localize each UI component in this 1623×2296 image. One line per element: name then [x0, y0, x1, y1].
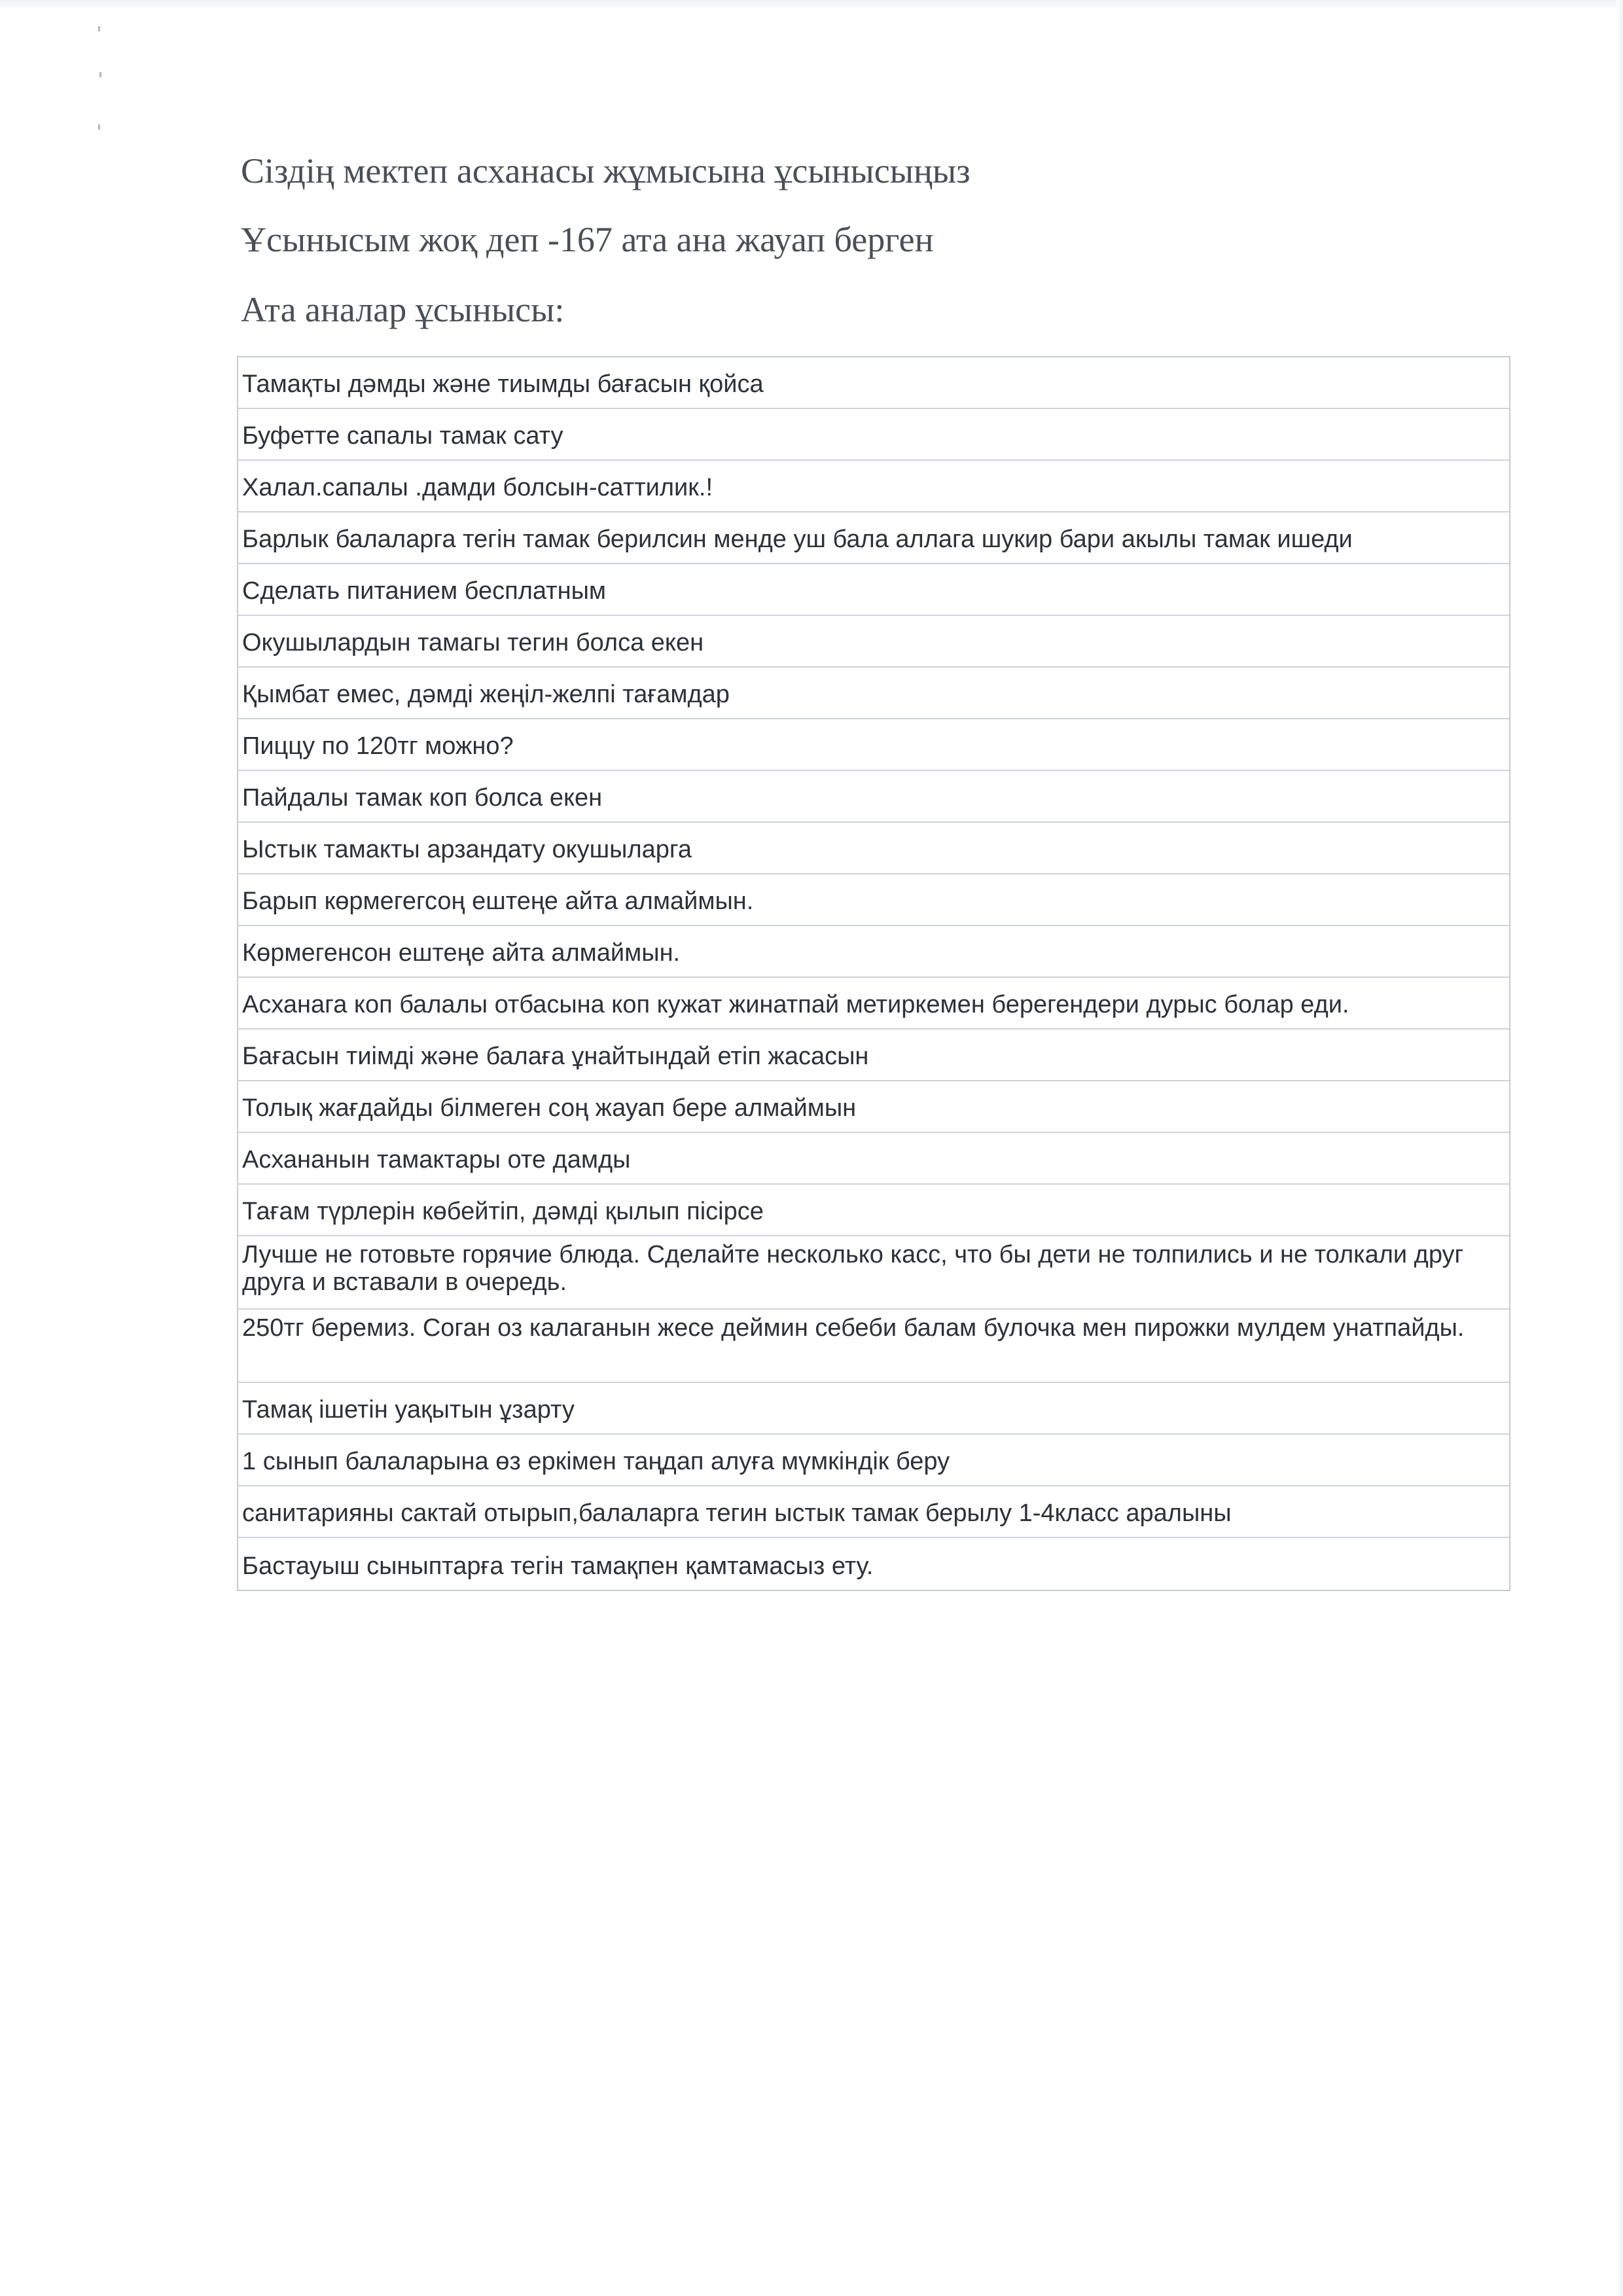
table-row [238, 461, 1509, 512]
scan-speck [98, 26, 100, 31]
suggestion-cell: Окушылардын тамагы тегин болса екен [242, 629, 704, 657]
suggestion-cell: Пиццу по 120тг можно? [242, 732, 514, 761]
suggestion-cell: Тамақ ішетін уақытын ұзарту [242, 1396, 575, 1424]
suggestion-cell: Пайдалы тамак коп болса екен [242, 784, 603, 812]
table-row [238, 874, 1509, 926]
suggestion-cell: Сделать питанием бесплатным [242, 577, 607, 605]
suggestion-cell: Тамақты дәмды және тиымды бағасын қойса [242, 370, 764, 399]
table-row [238, 978, 1509, 1030]
table-row [238, 616, 1509, 668]
table-row [238, 926, 1509, 978]
suggestion-cell: Тағам түрлерін көбейтіп, дәмді қылып пісірсе [242, 1198, 764, 1226]
table-row [238, 1236, 1509, 1310]
table-row [238, 719, 1509, 771]
suggestion-cell: 250тг беремиз. Соган оз калаганын жесе деймин себеби балам булочка мен пирожки мулдем унатпайды. [242, 1314, 1465, 1342]
suggestions-table [237, 356, 1510, 1591]
suggestion-cell: санитарияны сактай отырып,балаларга тегин ыстык тамак берылу 1-4класс аралыны [242, 1499, 1232, 1528]
table-row [238, 409, 1509, 461]
table-row [238, 823, 1509, 874]
suggestion-cell: Асхананын тамактары оте дамды [242, 1146, 631, 1174]
table-row [238, 668, 1509, 719]
scan-top-edge [0, 0, 1623, 9]
suggestion-cell: Барып көрмегегсоң ештеңе айта алмаймын. [242, 888, 754, 916]
table-row [238, 1030, 1509, 1081]
scan-right-edge [1616, 0, 1623, 2296]
scan-specks [98, 26, 106, 137]
parents-suggestions-heading: Ата аналар ұсынысы: [241, 290, 565, 329]
suggestion-cell: Ыстык тамакты арзандату окушыларга [242, 836, 692, 864]
table-row [238, 1185, 1509, 1236]
table-row [238, 771, 1509, 823]
scan-speck [98, 124, 100, 130]
suggestion-cell: Асханага коп балалы отбасына коп кужат жинатпай метиркемен берегендери дурыс болар еди. [242, 991, 1349, 1019]
no-suggestion-count-heading: Ұсынысым жоқ деп -167 ата ана жауап берген [241, 220, 934, 259]
scan-speck [99, 72, 101, 77]
table-row [238, 1538, 1509, 1590]
suggestion-cell: Барлык балаларга тегін тамак берилсин менде уш бала аллага шукир бари акылы тамак ишеди [242, 526, 1353, 554]
suggestion-cell: Буфетте сапалы тамак сату [242, 422, 563, 450]
suggestion-cell: 1 сынып балаларына өз еркімен таңдап алуға мүмкіндік беру [242, 1448, 950, 1476]
table-row [238, 1310, 1509, 1383]
suggestion-cell: Лучше не готовьте горячие блюда. Сделайте несколько касс, что бы дети не толпились и не толкали друг друга и вставали в очередь. [242, 1241, 1464, 1296]
table-row [238, 357, 1509, 409]
suggestion-cell: Бағасын тиімді және балаға ұнайтындай етіп жасасын [242, 1043, 869, 1071]
table-row [238, 512, 1509, 564]
table-row [238, 564, 1509, 616]
question-heading: Сіздің мектеп асханасы жұмысына ұсынысыңыз [241, 151, 971, 190]
table-row [238, 1486, 1509, 1538]
suggestion-cell: Көрмегенсон ештеңе айта алмаймын. [242, 939, 681, 967]
table-row [238, 1133, 1509, 1185]
suggestion-cell: Халал.сапалы .дамди болсын-саттилик.! [242, 474, 713, 502]
table-row [238, 1081, 1509, 1133]
suggestion-cell: Толық жағдайды білмеген соң жауап бере алмаймын [242, 1094, 857, 1122]
suggestion-cell: Бастауыш сыныптарға тегін тамақпен қамтамасыз ету. [242, 1552, 874, 1581]
table-row [238, 1435, 1509, 1486]
suggestion-cell: Қымбат емес, дәмді жеңіл-желпі тағамдар [242, 681, 730, 709]
table-row [238, 1383, 1509, 1435]
